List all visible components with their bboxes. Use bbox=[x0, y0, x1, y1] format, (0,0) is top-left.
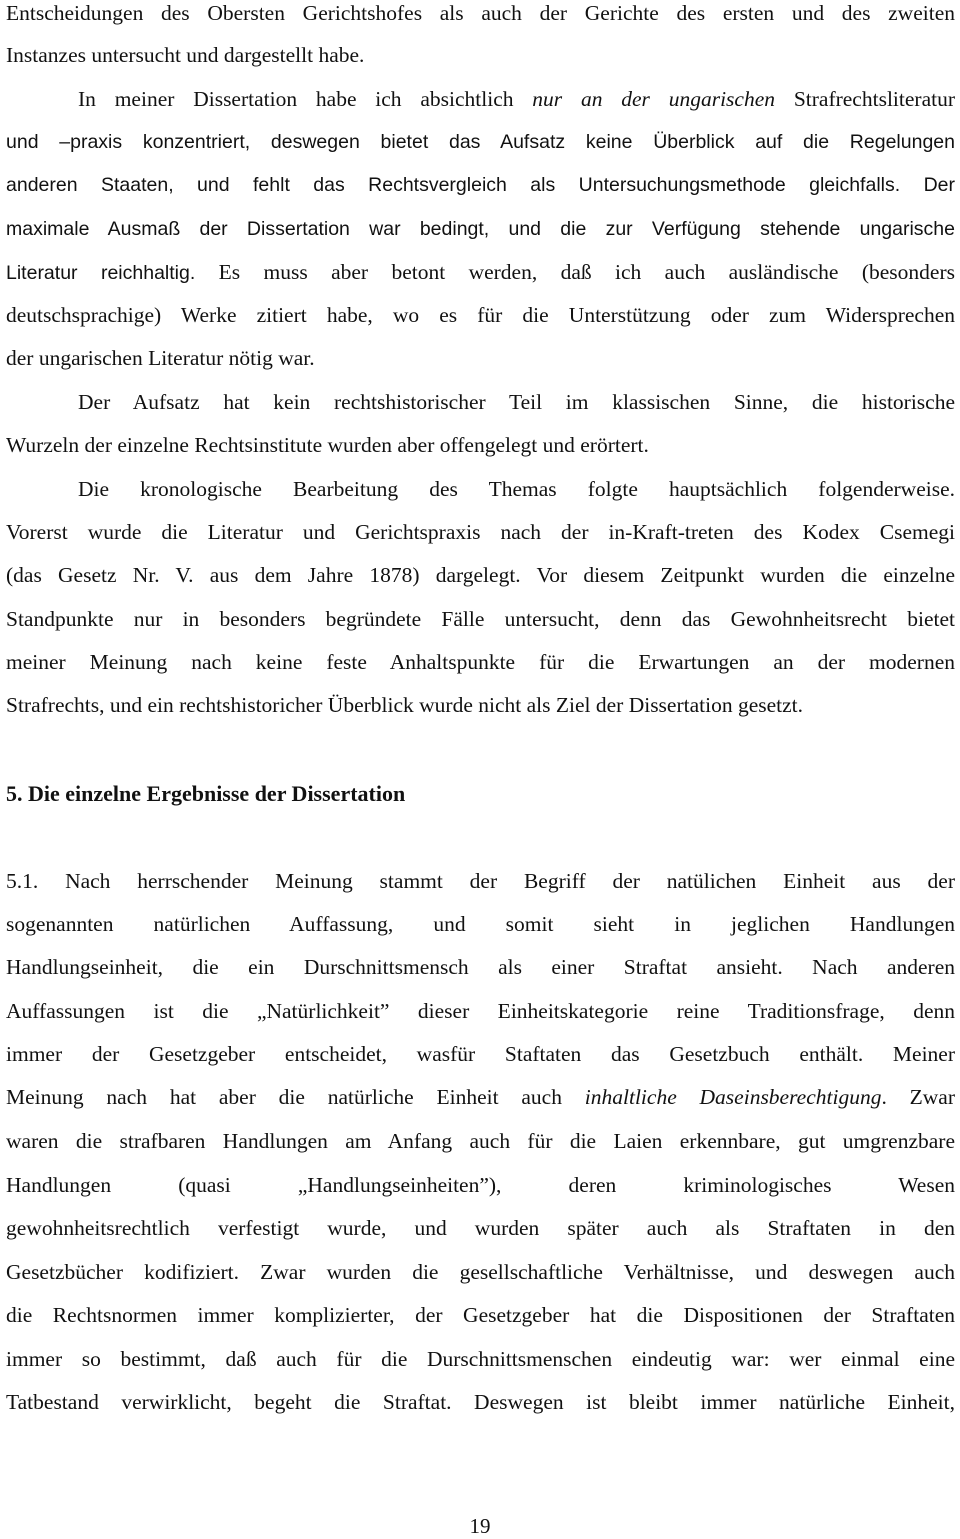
text-line: Instanzes untersucht und dargestellt habe. bbox=[6, 43, 365, 67]
text-segment: Vor diesem Zeitpunkt wurden die einzelne bbox=[520, 563, 955, 587]
text-line: immer so bestimmt, daß auch für die Durschnittsmenschen eindeutig war: wer einmal eine bbox=[6, 1347, 955, 1371]
italic-emphasis: nur an der ungarischen bbox=[532, 87, 776, 111]
text-line: waren die strafbaren Handlungen am Anfang auch für die Laien erkennbare, gut umgrenzbare bbox=[6, 1129, 955, 1153]
text-line: Handlungen (quasi „Handlungseinheiten”), deren kriminologisches Wesen bbox=[6, 1173, 955, 1197]
text-line: Standpunkte nur in besonders begründete Fälle untersucht, denn das Gewohnheitsrecht bietet bbox=[6, 607, 955, 631]
text-line: Strafrechts, und ein rechtshistoricher Überblick wurde nicht als Ziel der Dissertation gesetzt. bbox=[6, 693, 804, 717]
text-line: Vorerst wurde die Literatur und Gerichtspraxis nach der in-Kraft-treten des Kodex Csemegi bbox=[6, 520, 955, 544]
text-line: meiner Meinung nach keine feste Anhaltspunkte für die Erwartungen an der modernen bbox=[6, 650, 955, 674]
text-line bbox=[78, 86, 955, 112]
text-line: immer der Gesetzgeber entscheidet, wasfür Staftaten das Gesetzbuch enthält. Meiner bbox=[6, 1042, 955, 1066]
text-segment: Meinung nach hat aber die natürliche Einheit auch bbox=[6, 1085, 585, 1109]
text-line: Die kronologische Bearbeitung des Themas folgte hauptsächlich folgenderweise. bbox=[78, 477, 955, 501]
text-segment: anderen Staaten, und fehlt das Rechtsvergleich als Untersuchungsmethode gleichfalls. bbox=[6, 174, 901, 196]
text-segment: Strafrechtsliteratur bbox=[775, 87, 955, 111]
text-line bbox=[6, 259, 955, 286]
text-line bbox=[6, 1084, 955, 1110]
text-segment: Literatur reichhaltig. bbox=[6, 262, 196, 284]
text-line bbox=[6, 172, 955, 198]
text-segment: . Zwar bbox=[881, 1085, 955, 1109]
text-segment: In meiner Dissertation habe ich absichtlich bbox=[78, 87, 533, 111]
text-segment: Der bbox=[900, 174, 955, 196]
text-line: Gesetzbücher kodifiziert. Zwar wurden die gesellschaftliche Verhältnisse, und deswegen auch bbox=[6, 1260, 955, 1284]
text-line: Handlungseinheit, die ein Durschnittsmensch als einer Straftat ansieht. Nach anderen bbox=[6, 955, 955, 979]
text-segment: (das Gesetz Nr. V. aus dem Jahre 1878) dargelegt. bbox=[6, 563, 521, 587]
section-heading: 5. Die einzelne Ergebnisse der Dissertation bbox=[6, 781, 406, 806]
text-line: sogenannten natürlichen Auffassung, und somit sieht in jeglichen Handlungen bbox=[6, 912, 955, 936]
page-number: 19 bbox=[469, 1514, 491, 1538]
text-line: der ungarischen Literatur nötig war. bbox=[6, 346, 315, 370]
text-line: die Rechtsnormen immer komplizierter, der Gesetzgeber hat die Dispositionen der Straftaten bbox=[6, 1303, 955, 1327]
text-line bbox=[6, 562, 955, 588]
text-line: Auffassungen ist die „Natürlichkeit” dieser Einheitskategorie reine Traditionsfrage, denn bbox=[6, 999, 955, 1023]
text-line: und –praxis konzentriert, deswegen bietet das Aufsatz keine Überblick auf die Regelungen bbox=[6, 131, 955, 153]
text-line: maximale Ausmaß der Dissertation war bedingt, und die zur Verfügung stehende ungarische bbox=[6, 218, 955, 240]
text-line: Der Aufsatz hat kein rechtshistorischer Teil im klassischen Sinne, die historische bbox=[78, 390, 955, 414]
text-line: Tatbestand verwirklicht, begeht die Straftat. Deswegen ist bleibt immer natürliche Einheit, bbox=[6, 1390, 955, 1414]
text-line: Entscheidungen des Obersten Gerichtshofes als auch der Gerichte des ersten und des zweiten bbox=[6, 1, 955, 25]
text-segment: Es muss aber betont werden, daß ich auch ausländische (besonders bbox=[195, 260, 955, 284]
text-line: 5.1. Nach herrschender Meinung stammt der Begriff der natülichen Einheit aus der bbox=[6, 869, 955, 893]
text-line: gewohnheitsrechtlich verfestigt wurde, und wurden später auch als Straftaten in den bbox=[6, 1216, 955, 1240]
italic-emphasis: inhaltliche Daseinsberechtigung bbox=[584, 1085, 882, 1109]
text-line: Wurzeln der einzelne Rechtsinstitute wurden aber offengelegt und erörtert. bbox=[6, 433, 649, 457]
text-line: deutschsprachige) Werke zitiert habe, wo es für die Unterstützung oder zum Widersprechen bbox=[6, 303, 955, 327]
